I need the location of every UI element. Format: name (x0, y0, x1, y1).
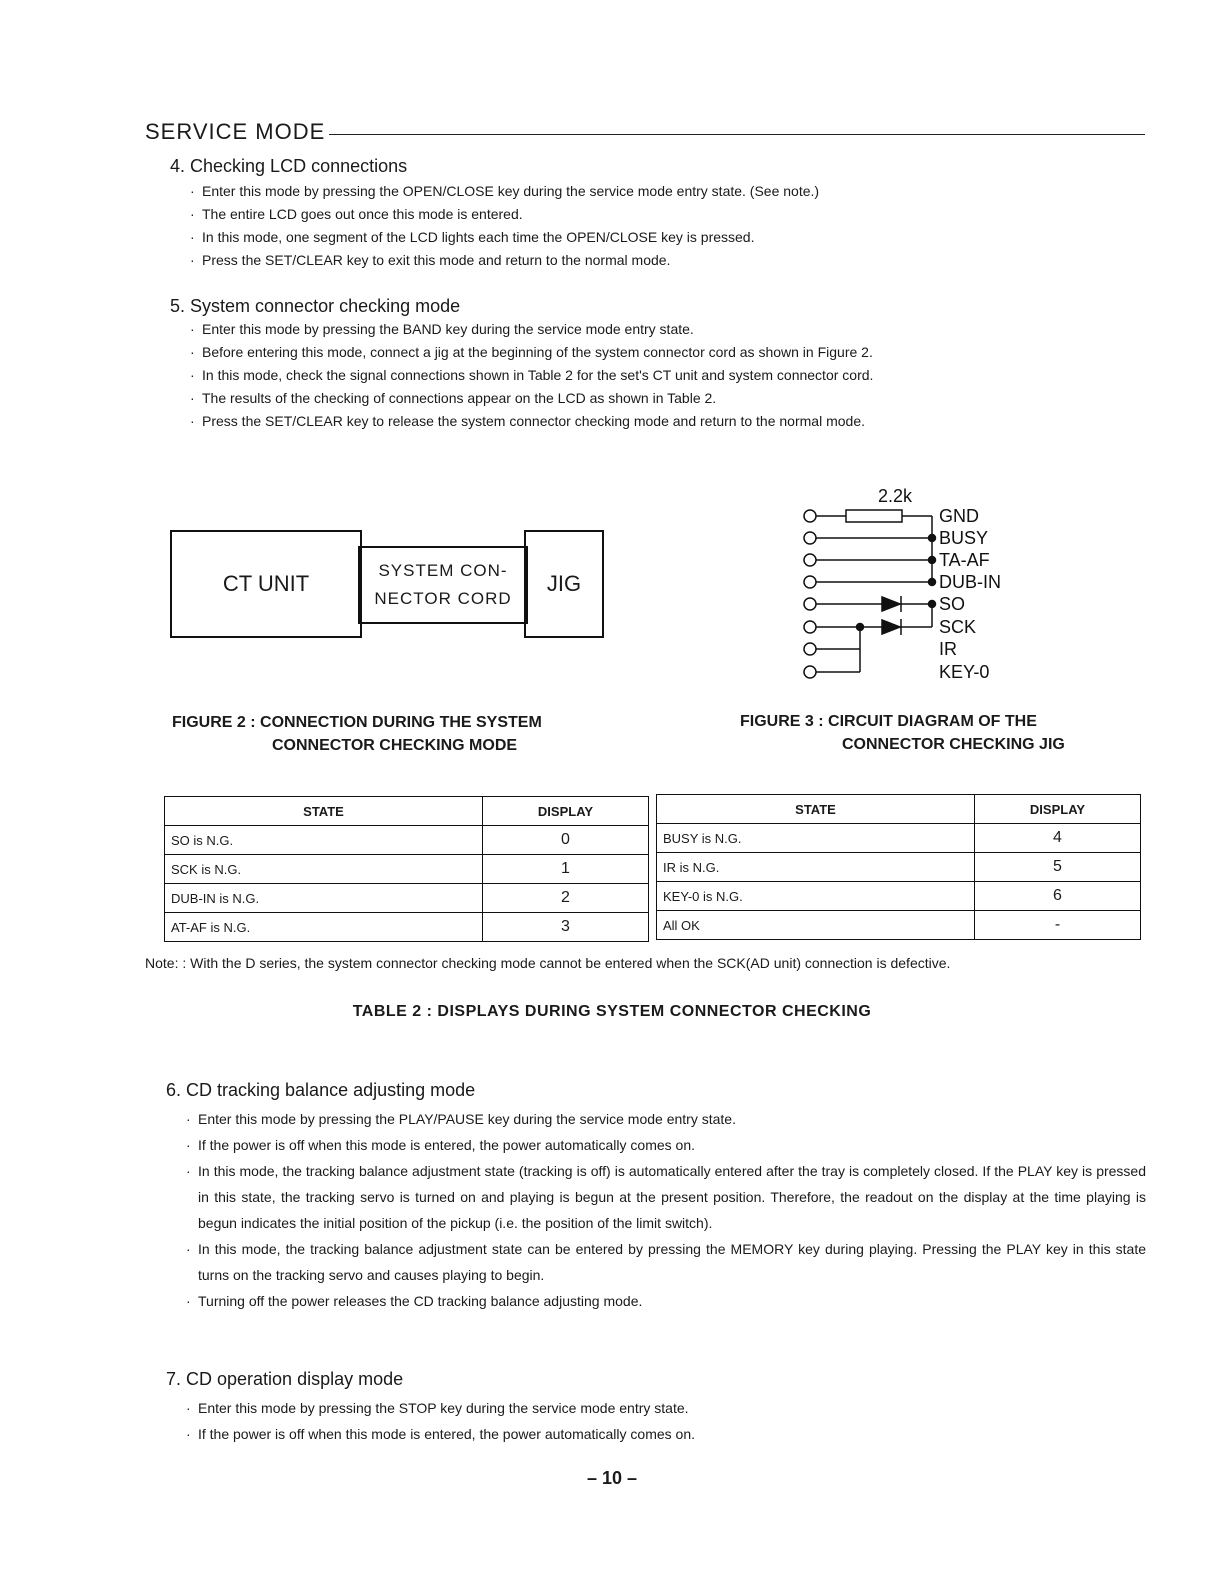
ct-unit-label: CT UNIT (222, 571, 310, 596)
display-cell: 3 (483, 913, 649, 942)
list-item: · In this mode, the tracking balance adjustment state (tracking is off) is automatically entered after the tray is completely closed. If the PLAY key is pressed in this state, the tracking servo is turned on and playing is begun at the present position. Therefore, the readout on the display at the time playing is begun indicates the initial position of the pickup (i.e. the position of the limit switch). (186, 1158, 1146, 1236)
list-item: · Enter this mode by pressing the STOP key during the service mode entry state. (186, 1395, 1146, 1421)
table-row (165, 826, 649, 855)
circuit-wires (816, 510, 932, 672)
state-cell: KEY-0 is N.G. (657, 882, 975, 911)
state-cell: All OK (657, 911, 975, 940)
terminal-circle (804, 666, 816, 678)
display-cell: - (975, 911, 1141, 940)
ct-unit-box (170, 530, 362, 638)
pin-label: KEY-0 (939, 662, 990, 682)
table-row (165, 913, 649, 942)
table-2-left (164, 796, 649, 942)
table-header-row (657, 795, 1141, 824)
section-6-list (186, 1106, 1146, 1314)
pin-label: GND (939, 506, 979, 526)
list-item: · The results of the checking of connections appear on the LCD as shown in Table 2. (190, 387, 1120, 410)
table-2-caption: TABLE 2 : DISPLAYS DURING SYSTEM CONNECTOR CHECKING (352, 1003, 872, 1020)
system-connector-cord-box (358, 546, 528, 624)
display-cell: 6 (975, 882, 1141, 911)
terminal-circle (804, 554, 816, 566)
table-header-row (165, 797, 649, 826)
figure-2-caption-line2: CONNECTOR CHECKING MODE (272, 737, 518, 754)
section-5-heading: 5. System connector checking mode (170, 296, 461, 316)
figure-3-caption-line2: CONNECTOR CHECKING JIG (842, 736, 1065, 753)
section-7-list (186, 1395, 1146, 1447)
table-note: Note: : With the D series, the system connector checking mode cannot be entered when the SCK(AD unit) connection is defective. (145, 955, 951, 971)
column-header-display: DISPLAY (975, 795, 1141, 824)
figure-2-caption-line1: FIGURE 2 : CONNECTION DURING THE SYSTEM (172, 714, 542, 731)
column-header-display: DISPLAY (483, 797, 649, 826)
terminal-circle (804, 621, 816, 633)
jig-label: JIG (546, 571, 582, 596)
section-7-heading: 7. CD operation display mode (166, 1369, 404, 1389)
pin-label: BUSY (939, 528, 989, 548)
column-header-state: STATE (165, 797, 483, 826)
table-2-right (656, 794, 1141, 940)
list-item: · Before entering this mode, connect a jig at the beginning of the system connector cord as shown in Figure 2. (190, 341, 1120, 364)
list-item: · Enter this mode by pressing the BAND key during the service mode entry state. (190, 318, 1120, 341)
header-rule (329, 134, 1145, 135)
list-item: · In this mode, check the signal connections shown in Table 2 for the set's CT unit and system connector cord. (190, 364, 1120, 387)
diode-icon (882, 597, 900, 611)
terminal-circle (804, 598, 816, 610)
table-row (165, 884, 649, 913)
page-number: – 10 – (586, 1468, 638, 1488)
table-row (657, 882, 1141, 911)
list-item: · Press the SET/CLEAR key to exit this mode and return to the normal mode. (190, 249, 1090, 272)
state-cell: SO is N.G. (165, 826, 483, 855)
display-cell: 5 (975, 853, 1141, 882)
list-item: · Press the SET/CLEAR key to release the system connector checking mode and return to the normal mode. (190, 410, 1120, 433)
pin-label: IR (939, 639, 957, 659)
figure-3-circuit (790, 482, 1030, 687)
list-item: · Turning off the power releases the CD tracking balance adjusting mode. (186, 1288, 1146, 1314)
terminal-circle (804, 643, 816, 655)
table-row (657, 824, 1141, 853)
state-cell: AT-AF is N.G. (165, 913, 483, 942)
diodes (857, 535, 936, 636)
section-header (145, 115, 1145, 145)
list-item: · In this mode, the tracking balance adjustment state can be entered by pressing the MEMORY key during playing. Pressing the PLAY key in this state turns on the tracking servo and causes playing to begin. (186, 1236, 1146, 1288)
list-item: · The entire LCD goes out once this mode is entered. (190, 203, 1090, 226)
figure-3-caption-line1: FIGURE 3 : CIRCUIT DIAGRAM OF THE (740, 713, 1037, 730)
section-5-list (190, 318, 1120, 433)
terminal-circle (804, 532, 816, 544)
list-item: · If the power is off when this mode is entered, the power automatically comes on. (186, 1421, 1146, 1447)
list-item: · In this mode, one segment of the LCD lights each time the OPEN/CLOSE key is pressed. (190, 226, 1090, 249)
display-cell: 4 (975, 824, 1141, 853)
list-item: · Enter this mode by pressing the OPEN/CLOSE key during the service mode entry state. (See note.) (190, 180, 1090, 203)
list-item: · Enter this mode by pressing the PLAY/PAUSE key during the service mode entry state. (186, 1106, 1146, 1132)
section-4-list (190, 180, 1090, 272)
terminal-circle (804, 510, 816, 522)
page-title: SERVICE MODE (145, 119, 326, 144)
list-item: · If the power is off when this mode is entered, the power automatically comes on. (186, 1132, 1146, 1158)
pin-label: DUB-IN (939, 572, 1001, 592)
state-cell: DUB-IN is N.G. (165, 884, 483, 913)
diode-icon (882, 620, 900, 634)
pin-label: SO (939, 594, 966, 614)
state-cell: IR is N.G. (657, 853, 975, 882)
state-cell: BUSY is N.G. (657, 824, 975, 853)
jig-box (524, 530, 604, 638)
display-cell: 0 (483, 826, 649, 855)
section-4-heading: 4. Checking LCD connections (170, 156, 408, 176)
resistor-icon (846, 510, 902, 522)
column-header-state: STATE (657, 795, 975, 824)
terminal-circle (804, 576, 816, 588)
cord-label-line1: SYSTEM CON- (378, 561, 508, 580)
display-cell: 1 (483, 855, 649, 884)
section-6-heading: 6. CD tracking balance adjusting mode (166, 1080, 476, 1100)
state-cell: SCK is N.G. (165, 855, 483, 884)
table-row (657, 911, 1141, 940)
table-row (165, 855, 649, 884)
pin-label: TA-AF (939, 550, 990, 570)
cord-label-line2: NECTOR CORD (374, 589, 512, 608)
table-row (657, 853, 1141, 882)
pin-label: SCK (939, 617, 977, 637)
display-cell: 2 (483, 884, 649, 913)
resistor-value: 2.2k (878, 486, 913, 506)
